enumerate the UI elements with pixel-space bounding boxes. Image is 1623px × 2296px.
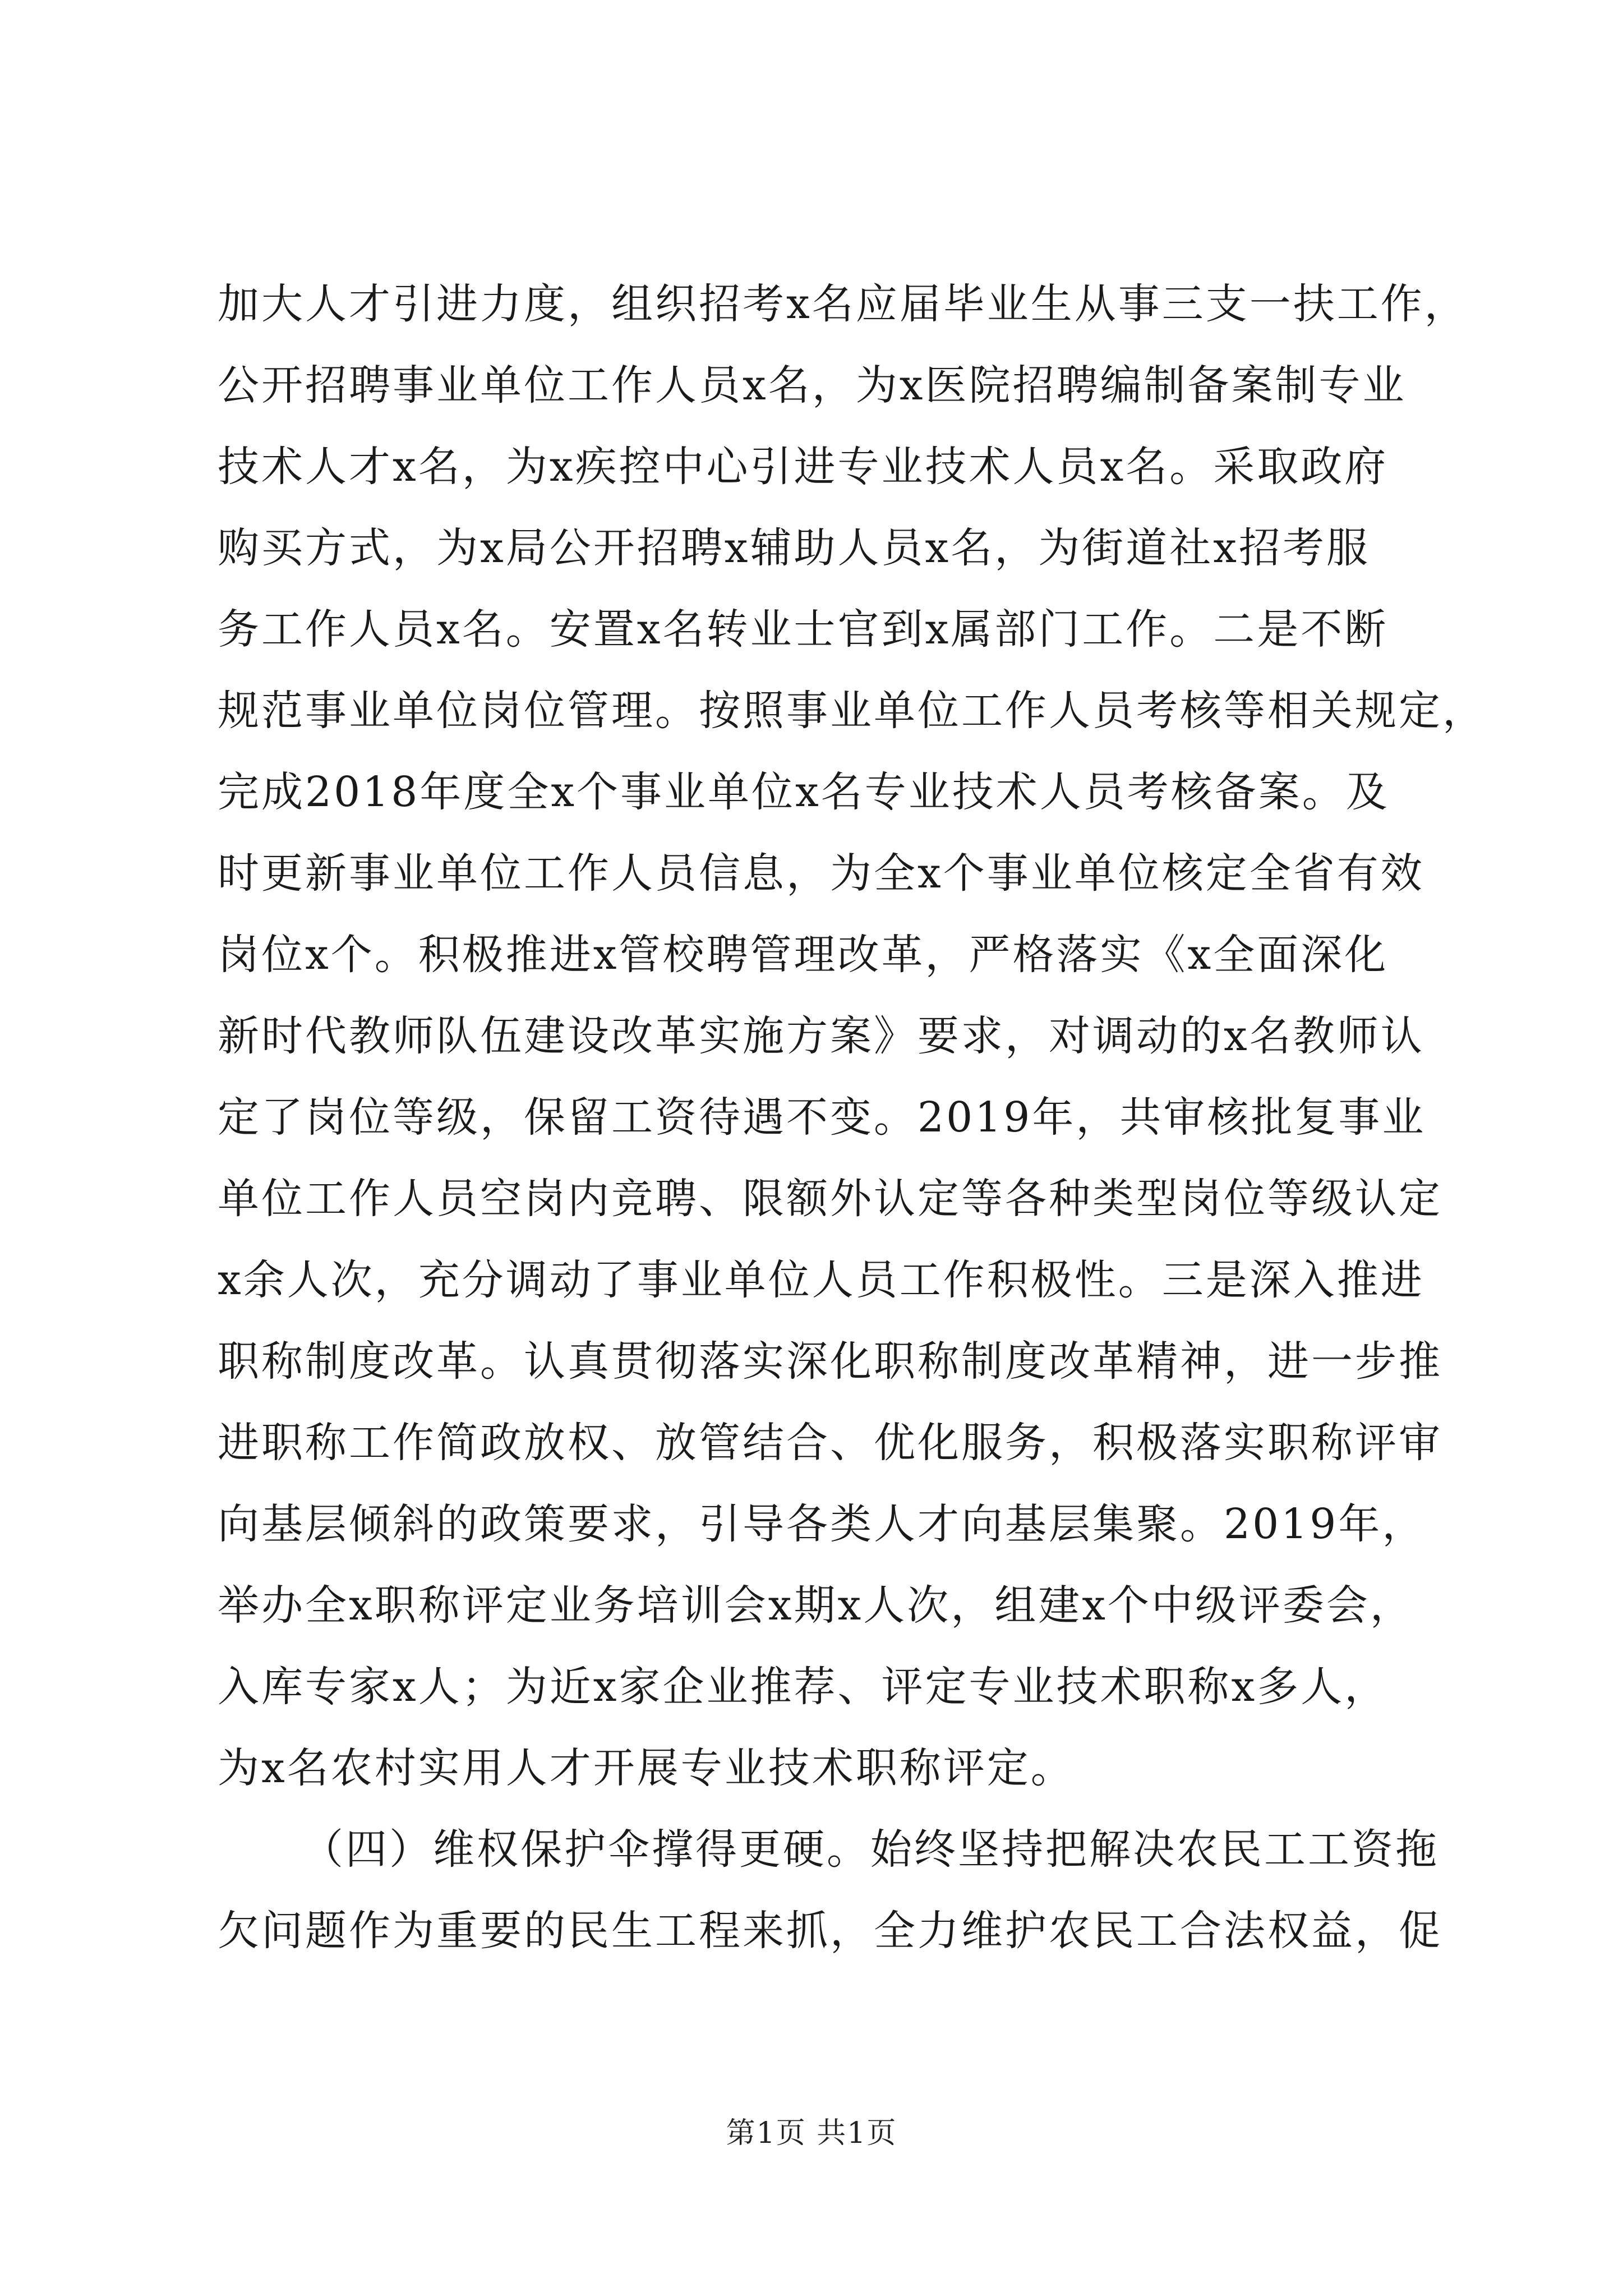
text-line: 为x名农村实用人才开展专业技术职称评定。 xyxy=(218,1744,1075,1792)
body-text xyxy=(218,264,1486,1972)
text-line: 向基层倾斜的政策要求，引导各类人才向基层集聚。2019年， xyxy=(218,1500,1426,1548)
paragraph-start-line: （四）维权保护伞撑得更硬。始终坚持把解决农民工工资拖 xyxy=(302,1825,1439,1874)
text-line: 单位工作人员空岗内竞聘、限额外认定等各种类型岗位等级认定 xyxy=(218,1175,1442,1223)
text-line: 岗位x个。积极推进x管校聘管理改革，严格落实《x全面深化 xyxy=(218,931,1389,979)
text-line: 规范事业单位岗位管理。按照事业单位工作人员考核等相关规定， xyxy=(218,687,1486,735)
text-line: 公开招聘事业单位工作人员x名，为x医院招聘编制备案制专业 xyxy=(218,361,1407,409)
text-line: 举办全x职称评定业务培训会x期x人次，组建x个中级评委会， xyxy=(218,1581,1414,1630)
text-line: 加大人才引进力度，组织招考x名应届毕业生从事三支一扶工作， xyxy=(218,280,1468,328)
text-line: 购买方式，为x局公开招聘x辅助人员x名，为街道社x招考服 xyxy=(218,524,1370,572)
text-line: 技术人才x名，为x疾控中心引进专业技术人员x名。采取政府 xyxy=(218,443,1389,491)
text-line: 职称制度改革。认真贯彻落实深化职称制度改革精神，进一步推 xyxy=(218,1337,1442,1386)
text-line: 务工作人员x名。安置x名转业士官到x属部门工作。二是不断 xyxy=(218,605,1389,654)
text-line: 进职称工作简政放权、放管结合、优化服务，积极落实职称评审 xyxy=(218,1419,1442,1467)
text-line: 入库专家x人；为近x家企业推荐、评定专业技术职称x多人， xyxy=(218,1663,1389,1711)
text-line: 时更新事业单位工作人员信息，为全x个事业单位核定全省有效 xyxy=(218,849,1424,898)
page-footer: 第1页 共1页 xyxy=(726,2116,897,2150)
text-line: x余人次，充分调动了事业单位人员工作积极性。三是深入推进 xyxy=(218,1256,1424,1304)
text-line: 新时代教师队伍建设改革实施方案》要求，对调动的x名教师认 xyxy=(218,1012,1424,1060)
text-line: 定了岗位等级，保留工资待遇不变。2019年，共审核批复事业 xyxy=(218,1093,1426,1142)
text-line: 完成2018年度全x个事业单位x名专业技术人员考核备案。及 xyxy=(218,768,1390,816)
text-line: 欠问题作为重要的民生工程来抓，全力维护农民工合法权益，促 xyxy=(218,1907,1442,1955)
